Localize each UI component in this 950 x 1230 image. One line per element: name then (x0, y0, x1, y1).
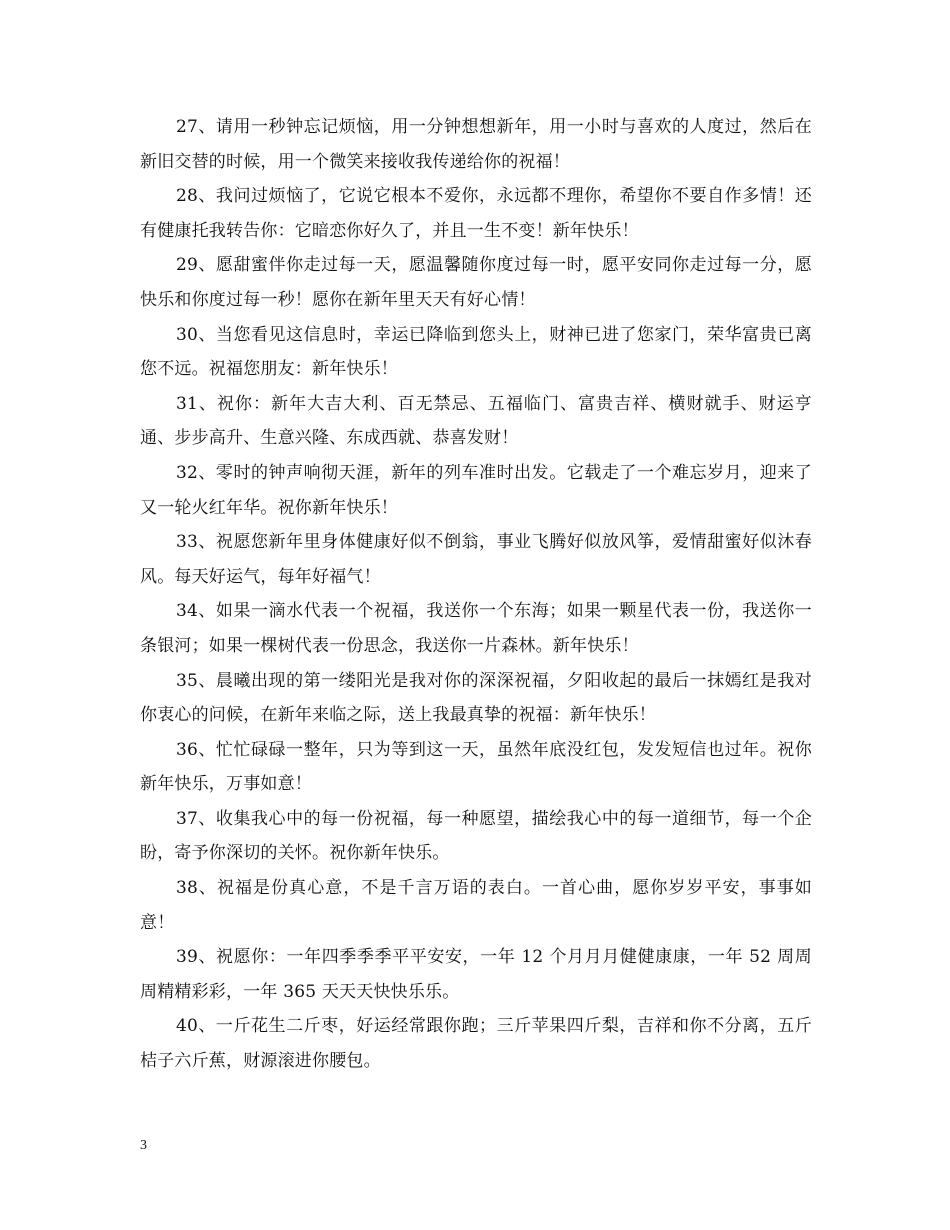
paragraph-39: 39、祝愿你：一年四季季季平平安安，一年 12 个月月月健健康康，一年 52 周周周精精彩彩，一年 365 天天天快快乐乐。 (140, 947, 812, 1002)
page-number: 3 (140, 1138, 147, 1153)
paragraph-36: 36、忙忙碌碌一整年，只为等到这一天，虽然年底没红包，发发短信也过年。祝你新年快乐，万事如意！ (140, 739, 812, 795)
paragraph-30: 30、当您看见这信息时，幸运已降临到您头上，财神已进了您家门，荣华富贵已离您不远。祝福您朋友：新年快乐！ (140, 324, 812, 380)
paragraph-38: 38、祝福是份真心意，不是千言万语的表白。一首心曲，愿你岁岁平安，事事如意！ (140, 878, 812, 933)
paragraph-40: 40、一斤花生二斤枣，好运经常跟你跑；三斤苹果四斤梨，吉祥和你不分离，五斤桔子六斤蕉，财源滚进你腰包。 (140, 1016, 812, 1072)
paragraph-31: 31、祝你：新年大吉大利、百无禁忌、五福临门、富贵吉祥、横财就手、财运亨通、步步高升、生意兴隆、东成西就、恭喜发财！ (140, 393, 812, 449)
paragraph-28: 28、我问过烦恼了，它说它根本不爱你，永远都不理你，希望你不要自作多情！还有健康托我转告你：它暗恋你好久了，并且一生不变！新年快乐！ (140, 186, 812, 241)
paragraph-35: 35、晨曦出现的第一缕阳光是我对你的深深祝福，夕阳收起的最后一抹嫣红是我对你衷心的问候，在新年来临之际，送上我最真挚的祝福：新年快乐！ (140, 670, 812, 726)
paragraph-29: 29、愿甜蜜伴你走过每一天，愿温馨随你度过每一时，愿平安同你走过每一分，愿快乐和你度过每一秒！愿你在新年里天天有好心情！ (140, 255, 812, 310)
paragraph-34: 34、如果一滴水代表一个祝福，我送你一个东海；如果一颗星代表一份，我送你一条银河；如果一棵树代表一份思念，我送你一片森林。新年快乐！ (140, 601, 812, 656)
paragraph-27: 27、请用一秒钟忘记烦恼，用一分钟想想新年，用一小时与喜欢的人度过，然后在新旧交替的时候，用一个微笑来接收我传递给你的祝福！ (140, 117, 812, 172)
paragraph-33: 33、祝愿您新年里身体健康好似不倒翁，事业飞腾好似放风筝，爱情甜蜜好似沐春风。每天好运气，每年好福气！ (140, 532, 812, 587)
page-body (140, 110, 812, 1079)
paragraph-37: 37、收集我心中的每一份祝福，每一种愿望，描绘我心中的每一道细节，每一个企盼，寄予你深切的关怀。祝你新年快乐。 (140, 808, 812, 864)
paragraph-32: 32、零时的钟声响彻天涯，新年的列车准时出发。它载走了一个难忘岁月，迎来了又一轮火红年华。祝你新年快乐！ (140, 462, 812, 518)
